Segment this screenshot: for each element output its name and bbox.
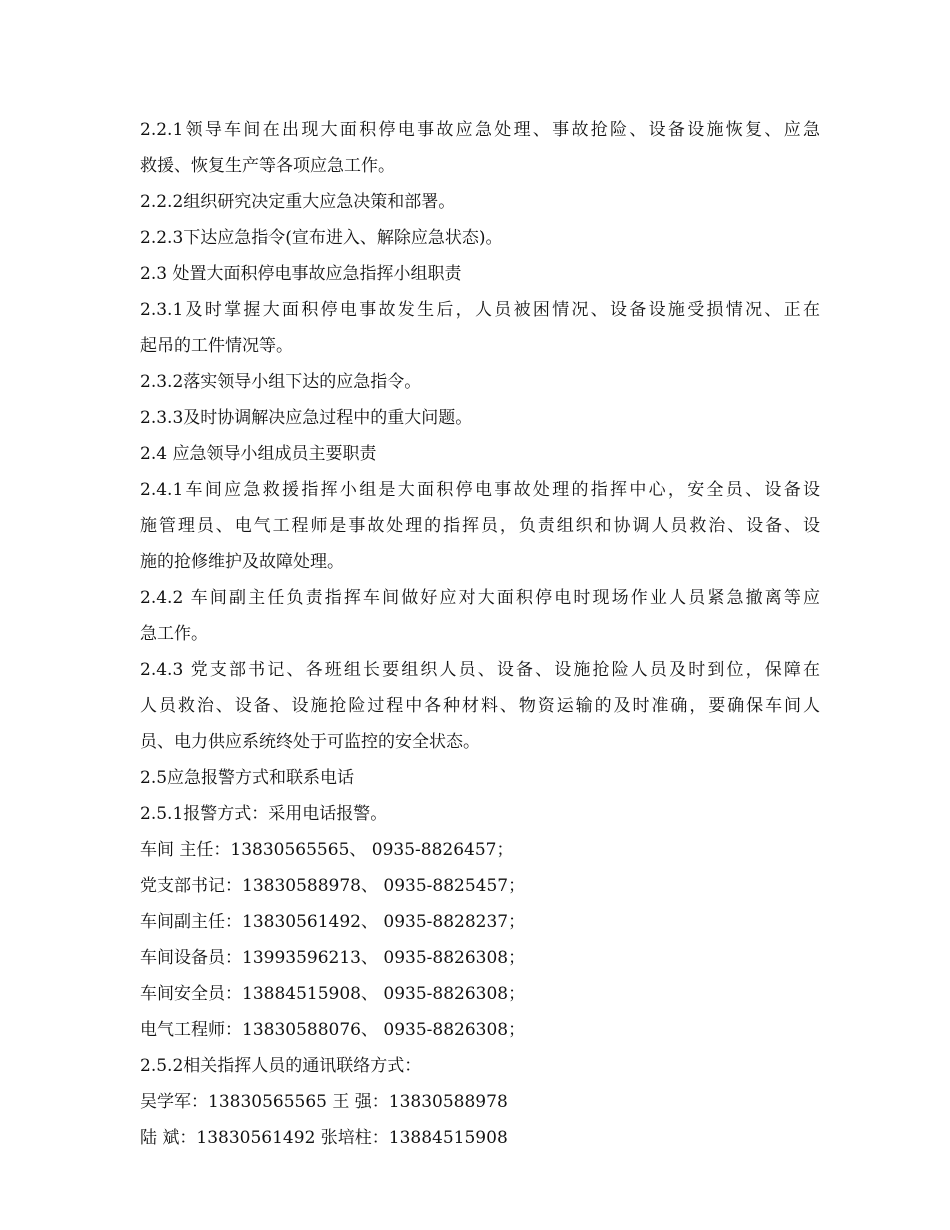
- paragraph-2-2-1: [140, 112, 820, 184]
- heading-line: 2.5.2相关指挥人员的通讯联络方式：: [140, 1056, 422, 1076]
- heading-line: 2.4 应急领导小组成员主要职责: [140, 444, 377, 464]
- text-line: 2.5.1报警方式：采用电话报警。: [140, 804, 388, 824]
- commander-row: 陆 斌：13830561492 张培柱：13884515908: [140, 1128, 508, 1148]
- text-line: 2.2.1领导车间在出现大面积停电事故应急处理、事故抢险、设备设施恢复、应急: [140, 120, 820, 140]
- text-line: 人员救治、设备、设施抢险过程中各种材料、物资运输的及时准确，要确保车间人: [140, 696, 820, 716]
- text-line: 救援、恢复生产等各项应急工作。: [140, 156, 395, 176]
- text-line: 起吊的工件情况等。: [140, 336, 293, 356]
- heading-line: 2.3 处置大面积停电事故应急指挥小组职责: [140, 264, 462, 284]
- contact-row-equipment-officer: 车间设备员：13993596213、 0935-8826308；: [140, 948, 526, 968]
- commander-row: 吴学军：13830565565 王 强：13830588978: [140, 1092, 508, 1112]
- contact-row-safety-officer: 车间安全员：13884515908、 0935-8826308；: [140, 984, 526, 1004]
- paragraph-2-3-1: [140, 292, 820, 364]
- section-heading-2-4: [140, 436, 820, 472]
- text-line: 2.4.3 党支部书记、各班组长要组织人员、设备、设施抢险人员及时到位，保障在: [140, 660, 820, 680]
- heading-line: 2.5应急报警方式和联系电话: [140, 768, 355, 788]
- contact-row-deputy-director: 车间副主任：13830561492、 0935-8828237；: [140, 912, 526, 932]
- document-page: [140, 112, 820, 1156]
- text-line: 员、电力供应系统终处于可监控的安全状态。: [140, 732, 480, 752]
- text-line: 施的抢修维护及故障处理。: [140, 552, 344, 572]
- text-line: 2.4.2 车间副主任负责指挥车间做好应对大面积停电时现场作业人员紧急撤离等应: [140, 588, 820, 608]
- paragraph-2-4-1: [140, 472, 820, 580]
- text-line: 2.3.2落实领导小组下达的应急指令。: [140, 372, 422, 392]
- contact-list: [140, 832, 820, 1048]
- text-line: 2.3.1及时掌握大面积停电事故发生后，人员被困情况、设备设施受损情况、正在: [140, 300, 820, 320]
- text-line: 2.2.3下达应急指令(宣布进入、解除应急状态)。: [140, 228, 503, 248]
- paragraph-2-3-2: [140, 364, 820, 400]
- paragraph-2-3-3: [140, 400, 820, 436]
- section-heading-2-3: [140, 256, 820, 292]
- section-heading-2-5: [140, 760, 820, 796]
- text-line: 2.4.1车间应急救援指挥小组是大面积停电事故处理的指挥中心，安全员、设备设: [140, 480, 820, 500]
- contact-row-director: 车间 主任：13830565565、 0935-8826457；: [140, 840, 514, 860]
- paragraph-2-5-1: [140, 796, 820, 832]
- text-line: 施管理员、电气工程师是事故处理的指挥员，负责组织和协调人员救治、设备、设: [140, 516, 820, 536]
- commander-contact-list: [140, 1084, 820, 1156]
- contact-row-electrical-engineer: 电气工程师：13830588076、 0935-8826308；: [140, 1020, 526, 1040]
- contact-row-party-secretary: 党支部书记：13830588978、 0935-8825457；: [140, 876, 526, 896]
- paragraph-2-4-2: [140, 580, 820, 652]
- paragraph-2-2-3: [140, 220, 820, 256]
- text-line: 2.3.3及时协调解决应急过程中的重大问题。: [140, 408, 473, 428]
- section-heading-2-5-2: [140, 1048, 820, 1084]
- paragraph-2-2-2: [140, 184, 820, 220]
- text-line: 2.2.2组织研究决定重大应急决策和部署。: [140, 192, 456, 212]
- paragraph-2-4-3: [140, 652, 820, 760]
- text-line: 急工作。: [140, 624, 208, 644]
